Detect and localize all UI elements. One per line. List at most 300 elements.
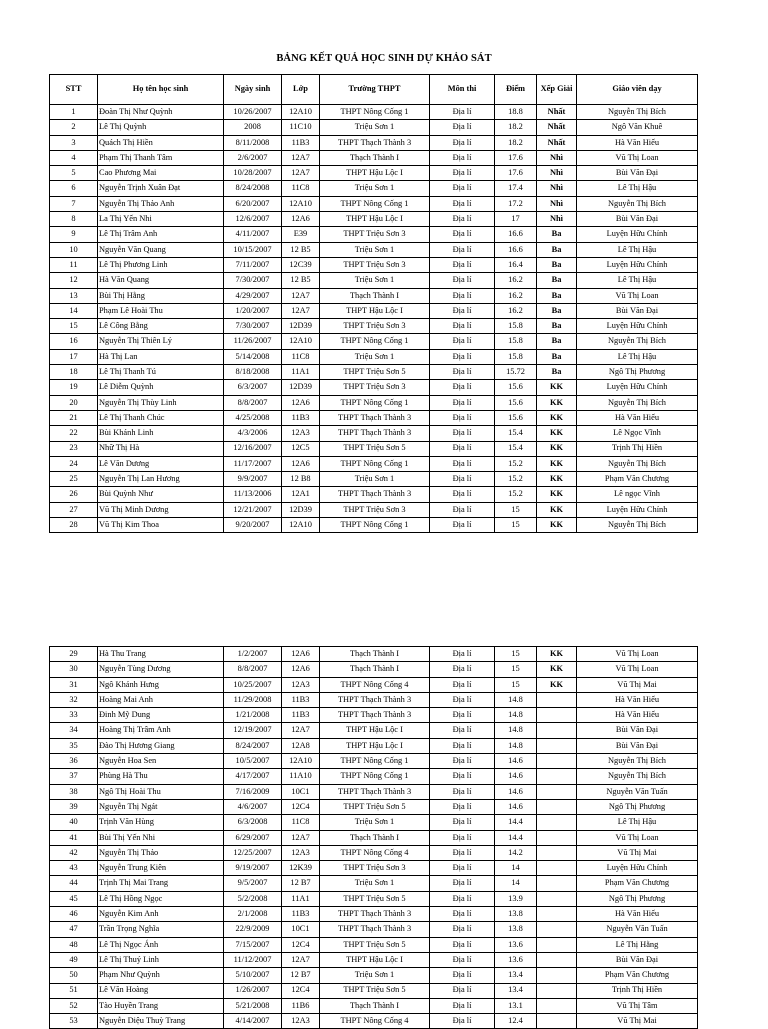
date-of-birth-cell: 9/20/2007 xyxy=(224,518,282,533)
table-row xyxy=(50,723,698,738)
subject-cell: Địa lí xyxy=(430,738,495,753)
table-row xyxy=(50,983,698,998)
class-cell: 12 B7 xyxy=(282,876,320,891)
school-cell: THPT Thạch Thành 3 xyxy=(320,426,430,441)
teacher-cell: Trịnh Thị Hiền xyxy=(577,983,698,998)
class-cell: 11B6 xyxy=(282,998,320,1013)
student-name-cell: Nguyễn Thị Thiên Lý xyxy=(98,334,224,349)
award-cell: Nhất xyxy=(537,120,577,135)
table-row xyxy=(50,861,698,876)
teacher-cell: Ngô Thị Phương xyxy=(577,891,698,906)
stt-cell: 7 xyxy=(50,196,98,211)
class-cell: 12 B8 xyxy=(282,472,320,487)
student-name-cell: Bùi Thị Yến Nhi xyxy=(98,830,224,845)
award-cell: KK xyxy=(537,410,577,425)
class-cell: 12A6 xyxy=(282,647,320,662)
table-row xyxy=(50,647,698,662)
student-name-cell: Nguyễn Trịnh Xuân Đạt xyxy=(98,181,224,196)
student-name-cell: Nguyễn Tùng Dương xyxy=(98,662,224,677)
date-of-birth-cell: 5/21/2008 xyxy=(224,998,282,1013)
school-cell: THPT Nông Cống 4 xyxy=(320,677,430,692)
date-of-birth-cell: 7/15/2007 xyxy=(224,937,282,952)
stt-cell: 41 xyxy=(50,830,98,845)
teacher-cell: Vũ Thị Loan xyxy=(577,830,698,845)
subject-cell: Địa lí xyxy=(430,487,495,502)
subject-cell: Địa lí xyxy=(430,937,495,952)
score-cell: 15.8 xyxy=(495,319,537,334)
stt-cell: 51 xyxy=(50,983,98,998)
student-name-cell: Nguyễn Thị Thùy Linh xyxy=(98,395,224,410)
score-cell: 17.6 xyxy=(495,150,537,165)
award-cell xyxy=(537,723,577,738)
stt-cell: 13 xyxy=(50,288,98,303)
award-cell: Nhất xyxy=(537,105,577,120)
stt-cell: 52 xyxy=(50,998,98,1013)
award-cell: Nhì xyxy=(537,212,577,227)
date-of-birth-cell: 7/30/2007 xyxy=(224,319,282,334)
class-cell: 12K39 xyxy=(282,861,320,876)
score-cell: 13.6 xyxy=(495,937,537,952)
school-cell: Triệu Sơn 1 xyxy=(320,181,430,196)
teacher-cell: Nguyễn Thị Bích xyxy=(577,395,698,410)
stt-cell: 47 xyxy=(50,922,98,937)
subject-cell: Địa lí xyxy=(430,426,495,441)
student-name-cell: Lê Văn Hoàng xyxy=(98,983,224,998)
stt-cell: 33 xyxy=(50,708,98,723)
teacher-cell: Ngô Văn Khuê xyxy=(577,120,698,135)
table-row xyxy=(50,907,698,922)
stt-cell: 4 xyxy=(50,150,98,165)
class-cell: 12C4 xyxy=(282,983,320,998)
header-subject: Môn thi xyxy=(430,75,495,105)
school-cell: THPT Hậu Lộc I xyxy=(320,738,430,753)
subject-cell: Địa lí xyxy=(430,769,495,784)
score-cell: 14 xyxy=(495,876,537,891)
student-name-cell: Lê Diễm Quỳnh xyxy=(98,380,224,395)
date-of-birth-cell: 10/28/2007 xyxy=(224,166,282,181)
date-of-birth-cell: 8/8/2007 xyxy=(224,395,282,410)
award-cell xyxy=(537,1014,577,1029)
score-cell: 15.4 xyxy=(495,441,537,456)
table-row xyxy=(50,998,698,1013)
score-cell: 14.8 xyxy=(495,708,537,723)
student-name-cell: Hoàng Mai Anh xyxy=(98,692,224,707)
stt-cell: 19 xyxy=(50,380,98,395)
table-body-top xyxy=(50,105,698,533)
table-row xyxy=(50,212,698,227)
class-cell: 12A10 xyxy=(282,196,320,211)
teacher-cell: Lê Thị Hậu xyxy=(577,181,698,196)
table-row xyxy=(50,242,698,257)
table-row xyxy=(50,487,698,502)
teacher-cell: Vũ Thị Mai xyxy=(577,677,698,692)
stt-cell: 46 xyxy=(50,907,98,922)
score-cell: 12.4 xyxy=(495,1014,537,1029)
teacher-cell: Hà Văn Hiếu xyxy=(577,410,698,425)
student-name-cell: Tào Huyền Trang xyxy=(98,998,224,1013)
award-cell xyxy=(537,983,577,998)
header-teacher: Giáo viên dạy xyxy=(577,75,698,105)
class-cell: 12A3 xyxy=(282,1014,320,1029)
subject-cell: Địa lí xyxy=(430,861,495,876)
header-student-name: Họ tên học sinh xyxy=(98,75,224,105)
score-cell: 17.4 xyxy=(495,181,537,196)
school-cell: THPT Thạch Thành 3 xyxy=(320,135,430,150)
student-name-cell: Cao Phương Mai xyxy=(98,166,224,181)
teacher-cell: Luyện Hữu Chính xyxy=(577,502,698,517)
table-row xyxy=(50,784,698,799)
table-row xyxy=(50,754,698,769)
award-cell: Ba xyxy=(537,242,577,257)
award-cell: KK xyxy=(537,441,577,456)
table-row xyxy=(50,441,698,456)
teacher-cell: Vũ Thị Tâm xyxy=(577,998,698,1013)
document-title: BẢNG KẾT QUẢ HỌC SINH DỰ KHẢO SÁT xyxy=(276,53,492,64)
score-cell: 15 xyxy=(495,502,537,517)
date-of-birth-cell: 11/26/2007 xyxy=(224,334,282,349)
class-cell: 12D39 xyxy=(282,502,320,517)
class-cell: 12A3 xyxy=(282,677,320,692)
school-cell: Thạch Thành I xyxy=(320,288,430,303)
student-name-cell: Nguyễn Văn Quang xyxy=(98,242,224,257)
student-name-cell: Ngô Khánh Hưng xyxy=(98,677,224,692)
student-name-cell: Phạm Như Quỳnh xyxy=(98,968,224,983)
teacher-cell: Lê Ngọc Vĩnh xyxy=(577,426,698,441)
student-name-cell: Vũ Thị Kim Thoa xyxy=(98,518,224,533)
score-cell: 14.8 xyxy=(495,692,537,707)
header-school: Trường THPT xyxy=(320,75,430,105)
table-row xyxy=(50,135,698,150)
header-date-of-birth: Ngày sinh xyxy=(224,75,282,105)
subject-cell: Địa lí xyxy=(430,907,495,922)
teacher-cell: Luyện Hữu Chính xyxy=(577,257,698,272)
class-cell: 12 B7 xyxy=(282,968,320,983)
teacher-cell: Nguyễn Văn Tuấn xyxy=(577,784,698,799)
stt-cell: 22 xyxy=(50,426,98,441)
subject-cell: Địa lí xyxy=(430,472,495,487)
date-of-birth-cell: 12/21/2007 xyxy=(224,502,282,517)
score-cell: 14.4 xyxy=(495,815,537,830)
score-cell: 15.2 xyxy=(495,456,537,471)
score-cell: 14 xyxy=(495,861,537,876)
student-name-cell: Lê Thị Phương Linh xyxy=(98,257,224,272)
student-name-cell: Nguyễn Thị Thảo Anh xyxy=(98,196,224,211)
award-cell: Nhất xyxy=(537,135,577,150)
award-cell: Ba xyxy=(537,257,577,272)
class-cell: 12D39 xyxy=(282,319,320,334)
award-cell xyxy=(537,769,577,784)
stt-cell: 2 xyxy=(50,120,98,135)
date-of-birth-cell: 11/13/2006 xyxy=(224,487,282,502)
stt-cell: 43 xyxy=(50,861,98,876)
date-of-birth-cell: 11/12/2007 xyxy=(224,952,282,967)
award-cell xyxy=(537,754,577,769)
class-cell: 12A10 xyxy=(282,334,320,349)
school-cell: THPT Thạch Thành 3 xyxy=(320,487,430,502)
class-cell: 11C8 xyxy=(282,815,320,830)
student-name-cell: Ngô Thị Hoài Thu xyxy=(98,784,224,799)
award-cell: KK xyxy=(537,487,577,502)
student-name-cell: Đinh Mỹ Dung xyxy=(98,708,224,723)
class-cell: 11C8 xyxy=(282,181,320,196)
subject-cell: Địa lí xyxy=(430,876,495,891)
table-row xyxy=(50,815,698,830)
subject-cell: Địa lí xyxy=(430,723,495,738)
school-cell: THPT Nông Cống 1 xyxy=(320,769,430,784)
table-row xyxy=(50,891,698,906)
stt-cell: 15 xyxy=(50,319,98,334)
student-name-cell: Nguyễn Hoa Sen xyxy=(98,754,224,769)
school-cell: THPT Nông Cống 1 xyxy=(320,334,430,349)
table-row xyxy=(50,319,698,334)
school-cell: THPT Thạch Thành 3 xyxy=(320,410,430,425)
class-cell: 12A1 xyxy=(282,487,320,502)
date-of-birth-cell: 4/11/2007 xyxy=(224,227,282,242)
school-cell: THPT Thạch Thành 3 xyxy=(320,907,430,922)
award-cell xyxy=(537,952,577,967)
class-cell: E39 xyxy=(282,227,320,242)
subject-cell: Địa lí xyxy=(430,799,495,814)
teacher-cell: Vũ Thị Loan xyxy=(577,150,698,165)
class-cell: 12A8 xyxy=(282,738,320,753)
score-cell: 13.4 xyxy=(495,983,537,998)
date-of-birth-cell: 8/24/2007 xyxy=(224,738,282,753)
student-name-cell: Phùng Hà Thu xyxy=(98,769,224,784)
class-cell: 12A7 xyxy=(282,830,320,845)
class-cell: 11B3 xyxy=(282,410,320,425)
table-row xyxy=(50,799,698,814)
score-cell: 17.6 xyxy=(495,166,537,181)
class-cell: 11C10 xyxy=(282,120,320,135)
table-row xyxy=(50,227,698,242)
school-cell: THPT Triệu Sơn 5 xyxy=(320,799,430,814)
award-cell: Nhì xyxy=(537,181,577,196)
stt-cell: 21 xyxy=(50,410,98,425)
award-cell xyxy=(537,937,577,952)
stt-cell: 3 xyxy=(50,135,98,150)
score-cell: 16.4 xyxy=(495,257,537,272)
date-of-birth-cell: 2008 xyxy=(224,120,282,135)
table-row xyxy=(50,426,698,441)
table-row xyxy=(50,288,698,303)
table-row xyxy=(50,105,698,120)
header-row xyxy=(50,75,698,105)
stt-cell: 35 xyxy=(50,738,98,753)
award-cell: Ba xyxy=(537,273,577,288)
subject-cell: Địa lí xyxy=(430,303,495,318)
score-cell: 14.4 xyxy=(495,830,537,845)
teacher-cell: Nguyễn Thị Bích xyxy=(577,334,698,349)
school-cell: THPT Nông Cống 1 xyxy=(320,518,430,533)
subject-cell: Địa lí xyxy=(430,815,495,830)
school-cell: THPT Triệu Sơn 5 xyxy=(320,937,430,952)
score-cell: 14.8 xyxy=(495,723,537,738)
subject-cell: Địa lí xyxy=(430,212,495,227)
score-cell: 13.8 xyxy=(495,907,537,922)
award-cell xyxy=(537,692,577,707)
award-cell: KK xyxy=(537,677,577,692)
student-name-cell: Trịnh Văn Hùng xyxy=(98,815,224,830)
school-cell: THPT Triệu Sơn 3 xyxy=(320,861,430,876)
subject-cell: Địa lí xyxy=(430,662,495,677)
award-cell xyxy=(537,876,577,891)
school-cell: THPT Hậu Lộc I xyxy=(320,212,430,227)
class-cell: 12A10 xyxy=(282,105,320,120)
table-row xyxy=(50,922,698,937)
school-cell: THPT Nông Cống 1 xyxy=(320,456,430,471)
stt-cell: 14 xyxy=(50,303,98,318)
school-cell: THPT Nông Cống 4 xyxy=(320,1014,430,1029)
date-of-birth-cell: 7/30/2007 xyxy=(224,273,282,288)
table-row xyxy=(50,395,698,410)
score-cell: 14.2 xyxy=(495,845,537,860)
teacher-cell: Vũ Thị Loan xyxy=(577,647,698,662)
table-row xyxy=(50,708,698,723)
score-cell: 13.6 xyxy=(495,952,537,967)
award-cell xyxy=(537,922,577,937)
teacher-cell: Hà Văn Hiếu xyxy=(577,907,698,922)
school-cell: THPT Triệu Sơn 3 xyxy=(320,319,430,334)
award-cell: Ba xyxy=(537,365,577,380)
table-row xyxy=(50,273,698,288)
table-row xyxy=(50,196,698,211)
table-row xyxy=(50,303,698,318)
school-cell: Triệu Sơn 1 xyxy=(320,120,430,135)
teacher-cell: Bùi Văn Đại xyxy=(577,952,698,967)
teacher-cell: Phạm Văn Chương xyxy=(577,876,698,891)
teacher-cell: Vũ Thị Loan xyxy=(577,288,698,303)
stt-cell: 30 xyxy=(50,662,98,677)
subject-cell: Địa lí xyxy=(430,273,495,288)
class-cell: 11A10 xyxy=(282,769,320,784)
teacher-cell: Hà Văn Hiếu xyxy=(577,692,698,707)
subject-cell: Địa lí xyxy=(430,166,495,181)
table-body-bottom xyxy=(50,647,698,1029)
award-cell: KK xyxy=(537,456,577,471)
score-cell: 13.1 xyxy=(495,998,537,1013)
student-name-cell: Vũ Thị Minh Dương xyxy=(98,502,224,517)
score-cell: 15.6 xyxy=(495,395,537,410)
class-cell: 11B3 xyxy=(282,907,320,922)
table-row xyxy=(50,150,698,165)
score-cell: 16.2 xyxy=(495,303,537,318)
student-name-cell: Phạm Lê Hoài Thu xyxy=(98,303,224,318)
table-row xyxy=(50,334,698,349)
score-cell: 16.2 xyxy=(495,273,537,288)
stt-cell: 31 xyxy=(50,677,98,692)
school-cell: THPT Thạch Thành 3 xyxy=(320,784,430,799)
class-cell: 10C1 xyxy=(282,784,320,799)
teacher-cell: Nguyễn Thị Bích xyxy=(577,769,698,784)
subject-cell: Địa lí xyxy=(430,319,495,334)
stt-cell: 8 xyxy=(50,212,98,227)
student-name-cell: Hoàng Thị Trâm Anh xyxy=(98,723,224,738)
school-cell: THPT Nông Cống 1 xyxy=(320,395,430,410)
stt-cell: 26 xyxy=(50,487,98,502)
subject-cell: Địa lí xyxy=(430,181,495,196)
award-cell: Ba xyxy=(537,334,577,349)
teacher-cell: Bùi Văn Đại xyxy=(577,723,698,738)
school-cell: Triệu Sơn 1 xyxy=(320,815,430,830)
class-cell: 10C1 xyxy=(282,922,320,937)
date-of-birth-cell: 4/25/2008 xyxy=(224,410,282,425)
date-of-birth-cell: 22/9/2009 xyxy=(224,922,282,937)
date-of-birth-cell: 9/9/2007 xyxy=(224,472,282,487)
stt-cell: 40 xyxy=(50,815,98,830)
date-of-birth-cell: 4/6/2007 xyxy=(224,799,282,814)
table-row xyxy=(50,166,698,181)
subject-cell: Địa lí xyxy=(430,891,495,906)
teacher-cell: Bùi Văn Đại xyxy=(577,738,698,753)
score-cell: 18.2 xyxy=(495,120,537,135)
school-cell: Thạch Thành I xyxy=(320,998,430,1013)
student-name-cell: Phạm Thị Thanh Tâm xyxy=(98,150,224,165)
student-name-cell: Đoàn Thị Như Quỳnh xyxy=(98,105,224,120)
award-cell xyxy=(537,708,577,723)
table-row xyxy=(50,257,698,272)
subject-cell: Địa lí xyxy=(430,120,495,135)
school-cell: THPT Nông Cống 1 xyxy=(320,196,430,211)
date-of-birth-cell: 4/14/2007 xyxy=(224,1014,282,1029)
class-cell: 12C4 xyxy=(282,937,320,952)
score-cell: 13.9 xyxy=(495,891,537,906)
stt-cell: 6 xyxy=(50,181,98,196)
date-of-birth-cell: 10/15/2007 xyxy=(224,242,282,257)
award-cell xyxy=(537,968,577,983)
teacher-cell: Nguyễn Thị Bích xyxy=(577,754,698,769)
subject-cell: Địa lí xyxy=(430,227,495,242)
results-table-top xyxy=(49,74,698,533)
school-cell: THPT Triệu Sơn 5 xyxy=(320,983,430,998)
award-cell xyxy=(537,799,577,814)
date-of-birth-cell: 9/5/2007 xyxy=(224,876,282,891)
stt-cell: 34 xyxy=(50,723,98,738)
subject-cell: Địa lí xyxy=(430,334,495,349)
award-cell: KK xyxy=(537,502,577,517)
header-stt: STT xyxy=(50,75,98,105)
table-row xyxy=(50,952,698,967)
class-cell: 11B3 xyxy=(282,692,320,707)
student-name-cell: Trịnh Thị Mai Trang xyxy=(98,876,224,891)
student-name-cell: Nguyễn Thị Thảo xyxy=(98,845,224,860)
table-row xyxy=(50,410,698,425)
subject-cell: Địa lí xyxy=(430,518,495,533)
student-name-cell: Nguyễn Thị Lan Hương xyxy=(98,472,224,487)
table-row xyxy=(50,380,698,395)
class-cell: 12A6 xyxy=(282,456,320,471)
date-of-birth-cell: 6/3/2007 xyxy=(224,380,282,395)
score-cell: 16.2 xyxy=(495,288,537,303)
class-cell: 12A10 xyxy=(282,754,320,769)
subject-cell: Địa lí xyxy=(430,968,495,983)
date-of-birth-cell: 6/3/2008 xyxy=(224,815,282,830)
table-row xyxy=(50,738,698,753)
teacher-cell: Hà Văn Hiếu xyxy=(577,708,698,723)
school-cell: THPT Triệu Sơn 3 xyxy=(320,380,430,395)
student-name-cell: Nguyễn Trung Kiên xyxy=(98,861,224,876)
school-cell: THPT Triệu Sơn 3 xyxy=(320,502,430,517)
score-cell: 14.6 xyxy=(495,754,537,769)
stt-cell: 25 xyxy=(50,472,98,487)
date-of-birth-cell: 9/19/2007 xyxy=(224,861,282,876)
class-cell: 12A7 xyxy=(282,952,320,967)
table-row xyxy=(50,876,698,891)
score-cell: 15 xyxy=(495,677,537,692)
date-of-birth-cell: 1/21/2008 xyxy=(224,708,282,723)
student-name-cell: Quách Thị Hiền xyxy=(98,135,224,150)
school-cell: Thạch Thành I xyxy=(320,662,430,677)
student-name-cell: Trần Trọng Nghĩa xyxy=(98,922,224,937)
